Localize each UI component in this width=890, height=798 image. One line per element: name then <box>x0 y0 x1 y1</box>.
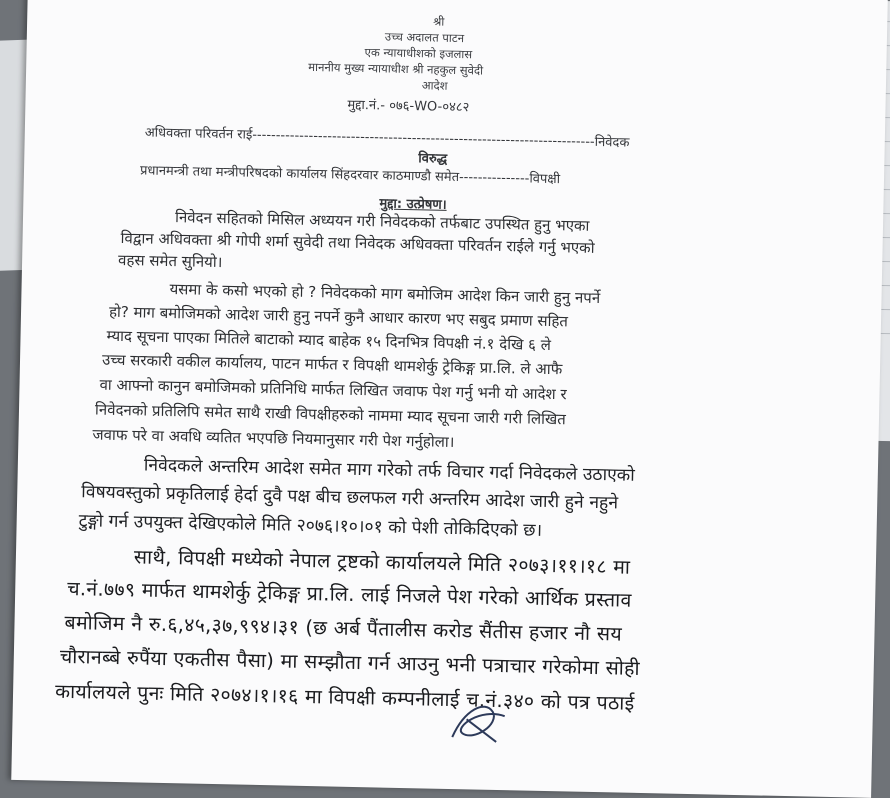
body-line: उच्च सरकारी वकील कार्यालय, पाटन मार्फत र विपक्षी थामशेर्कु ट्रेकिङ्ग प्रा.लि. ले आफै <box>101 350 563 379</box>
header-court: उच्च अदालत पाटन <box>384 29 465 46</box>
header-judge: माननीय मुख्य न्यायाधीश श्री नहकुल सुवेदी <box>308 59 484 78</box>
header-order: आदेश <box>421 78 448 93</box>
subject-line: मुद्दा: उत्प्रेषण। <box>379 196 447 213</box>
body-line: हो? माग बमोजिमको आदेश जारी हुनु नपर्ने कुनै आधार कारण भए सबुद प्रमाण सहित <box>108 302 569 331</box>
body-line: यसमा के कसो भएको हो ? निवेदकको माग बमोजिम आदेश किन जारी हुनु नपर्ने <box>169 280 601 308</box>
body-line: बमोजिम नै रु.६,४५,३७,९९४।३१ (छ अर्ब पैंतालीस करोड सैंतीस हजार नौ सय <box>64 610 623 646</box>
body-line: वहस समेत सुनियो। <box>117 250 223 272</box>
court-order-page <box>11 0 888 798</box>
petitioner-line: अधिवक्ता परिवर्तन राई-------------------------------------------------------------------------निवेदक <box>144 125 630 151</box>
respondent-line: प्रधानमन्त्री तथा मन्त्रीपरिषदको कार्यालय सिंहदरवार काठमाण्डौ समेत---------------विपक्षी <box>139 163 561 188</box>
body-line: टुङ्गो गर्न उपयुक्त देखिएकोले मिति २०७६।१०।०१ को पेशी तोकिदिएको छ। <box>78 511 543 541</box>
body-line: च.नं.७७९ मार्फत थामशेर्कु ट्रेकिङ्ग प्रा.लि. लाई निजले पेश गरेको आर्थिक प्रस्ताव <box>67 576 632 612</box>
body-line: म्याद सूचना पाएका मितिले बाटाको म्याद बाहेक १५ दिनभित्र विपक्षी नं.१ देखि ६ ले <box>106 326 552 355</box>
body-line: जवाफ परे वा अवधि व्यतित भएपछि नियमानुसार गरी पेश गर्नुहोला। <box>92 425 455 452</box>
body-line: कार्यालयले पुनः मिति २०७४।१।१६ मा विपक्षी कम्पनीलाई च.नं.३४० को पत्र पठाई <box>54 679 635 715</box>
body-line: विद्वान अधिवक्ता श्री गोपी शर्मा सुवेदी तथा निवेदक अधिवक्ता परिवर्तन राईले गर्नु भएको <box>120 228 595 257</box>
body-line: साथै, विपक्षी मध्येको नेपाल ट्रष्टको कार्यालयले मिति २०७३।११।१८ मा <box>133 545 631 579</box>
body-line: निवेदन सहितको मिसिल अध्ययन गरी निवेदकको तर्फबाट उपस्थित हुनु भएका <box>174 208 590 235</box>
handwritten-signature <box>444 689 515 750</box>
body-line: वा आफ्नो कानुन बमोजिमको प्रतिनिधि मार्फत लिखित जवाफ पेश गर्नु भनी यो आदेश र <box>99 375 567 404</box>
header-bench: एक न्यायाधीशको इजलास <box>364 45 473 62</box>
versus-label: विरुद्ध <box>418 151 448 167</box>
body-line: चौरानब्बे रुपैंया एकतीस पैसा) मा सम्झौता गर्न आउनु भनी पत्राचार गरेकोमा सोही <box>59 644 641 680</box>
case-number: मुद्दा.नं.- ०७६-WO-०४८२ <box>347 97 470 116</box>
body-line: निवेदकले अन्तरिम आदेश समेत माग गरेको तर्फ विचार गर्दा निवेदकले उठाएको <box>143 455 635 486</box>
body-line: निवेदनको प्रतिलिपि समेत साथै राखी विपक्षीहरुको नाममा म्याद सूचना जारी गरी लिखित <box>94 400 567 429</box>
body-line: विषयवस्तुको प्रकृतिलाई हेर्दा दुवै पक्ष बीच छलफल गरी अन्तरिम आदेश जारी हुने नहुने <box>81 482 619 514</box>
header-shree: श्री <box>433 14 445 29</box>
